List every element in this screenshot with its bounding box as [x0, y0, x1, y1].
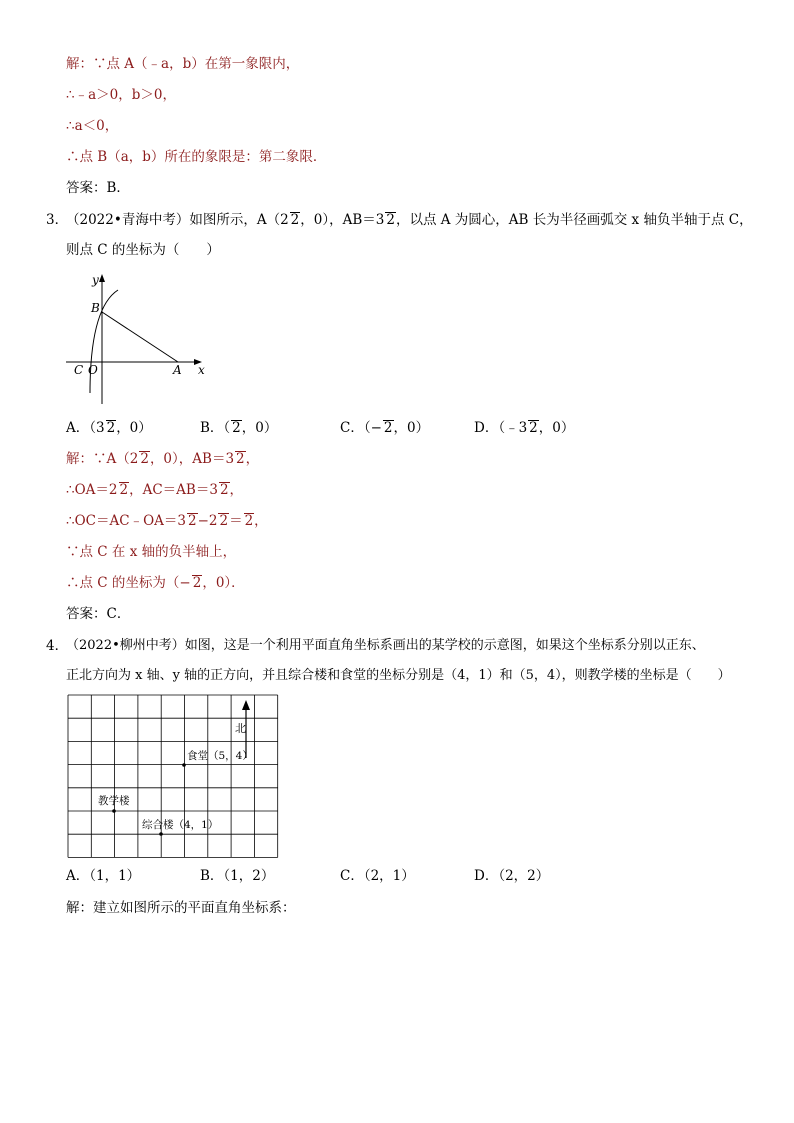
option-c[interactable]: C．（2，1）: [340, 868, 415, 884]
question-number: 4．: [46, 638, 69, 654]
canteen-point: [182, 763, 186, 767]
axis-label-y: y: [92, 273, 99, 287]
solution-line: ∴﹣a＞0，b＞0，: [66, 87, 176, 103]
solution-line: 解：∵A（2 2，0），AB＝3 2，: [66, 451, 260, 467]
solution-line: ∵点 C 在 x 轴的负半轴上，: [66, 544, 237, 560]
sqrt-symbol: 2: [290, 212, 300, 228]
option-c[interactable]: C．（− 2，0）: [340, 420, 430, 436]
complex-building-point: [159, 832, 163, 836]
option-a[interactable]: A．（3 2，0）: [66, 420, 152, 436]
point-label-c: C: [74, 363, 84, 377]
answer-line: 答案：B．: [66, 180, 130, 196]
question-stem: 则点 C 的坐标为（ ）: [66, 242, 220, 258]
teaching-building-label: 教学楼: [98, 795, 130, 807]
question-stem: 正北方向为 x 轴、y 轴的正方向，并且综合楼和食堂的坐标分别是（4，1）和（5，4），则教学楼的坐标是（ ）: [66, 668, 731, 683]
question-number: 3．: [46, 212, 69, 228]
solution-line: ∴OC＝AC﹣OA＝3 2−2 2＝ 2，: [66, 513, 268, 529]
solution-line: ∴点 B（a，b）所在的象限是：第二象限．: [66, 149, 327, 165]
question-stem: （2022•柳州中考）如图，这是一个利用平面直角坐标系画出的某学校的示意图，如果这个坐标系分别以正东、: [66, 638, 705, 653]
question-stem: （2022•青海中考）如图所示，A（2 2，0），AB＝3 2，以点 A 为圆心，AB 长为半径画弧交 x 轴负半轴于点 C，: [66, 212, 753, 228]
option-b[interactable]: B．（1，2）: [200, 868, 275, 884]
solution-line: ∴点 C 的坐标为（− 2，0）．: [66, 575, 245, 591]
coordinate-figure: [60, 268, 210, 408]
solution-line: ∴OA＝2 2，AC＝AB＝3 2，: [66, 482, 244, 498]
north-label: 北: [235, 722, 246, 735]
option-d[interactable]: D．（2，2）: [474, 868, 550, 884]
segment-ab: [102, 312, 178, 362]
school-map-figure: [67, 694, 281, 860]
sqrt-symbol: 2: [386, 212, 395, 228]
y-axis-arrow: [99, 274, 105, 282]
point-label-b: B: [91, 301, 100, 315]
axis-label-x: x: [198, 363, 205, 377]
answer-line: 答案：C．: [66, 606, 131, 622]
solution-line: 解：建立如图所示的平面直角坐标系：: [66, 900, 296, 916]
solution-line: ∴a＜0，: [66, 118, 119, 134]
option-d[interactable]: D．（﹣3 2，0）: [474, 420, 575, 436]
complex-building-label: 综合楼（4，1）: [142, 819, 219, 831]
solution-line: 解：∵点 A（﹣a，b）在第一象限内，: [66, 56, 300, 72]
north-arrow-head: [242, 700, 250, 710]
canteen-label: 食堂（5，4）: [187, 750, 253, 762]
point-label-o: O: [88, 363, 98, 377]
option-a[interactable]: A．（1，1）: [66, 868, 141, 884]
teaching-building-point: [112, 809, 116, 813]
option-b[interactable]: B．（ 2，0）: [200, 420, 278, 436]
point-label-a: A: [173, 363, 182, 377]
